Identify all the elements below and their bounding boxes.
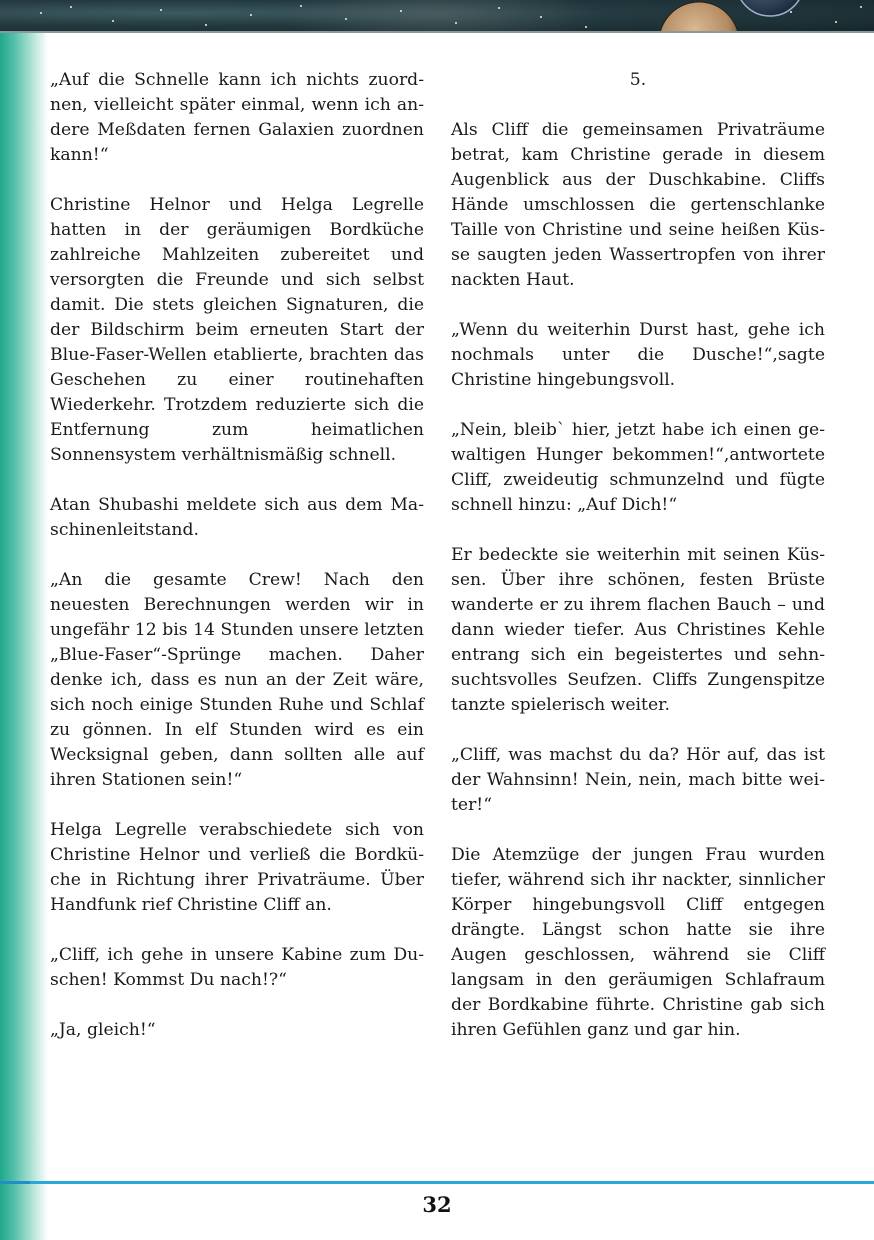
chapter-number: 5. xyxy=(629,70,647,90)
paragraph: Als Cliff die gemeinsamen Privaträume betrat, kam Christine gerade in diesem Augenblick aus der Duschkabine. Cliffs Hände umschlossen die gertenschlanke Taille von Christine und seine heißen Küsse saugten jeden Wassertropfen von ihrer nackten Haut. xyxy=(451,120,825,290)
space-header-banner xyxy=(0,0,874,32)
paragraph: „Cliff, was machst du da? Hör auf, das ist der Wahnsinn! Nein, nein, mach bitte weiter!“ xyxy=(451,745,825,815)
paragraph: „An die gesamte Crew! Nach den neuesten Berechnungen werden wir in ungefähr 12 bis 14 Stunden unsere letzten „Blue-Faser“-Sprünge machen. Daher denke ich, dass es nun an der Zeit wäre, sich noch einige Stunden Ruhe und Schlaf zu gönnen. In elf Stunden wird es ein Wecksignal geben, dann sollten alle auf ihren Stationen sein!“ xyxy=(50,570,424,790)
paragraph: „Cliff, ich gehe in unsere Kabine zum Duschen! Kommst Du nach!?“ xyxy=(50,945,424,990)
banner-edge xyxy=(0,31,874,33)
paragraph: Die Atemzüge der jungen Frau wurden tiefer, während sich ihr nackter, sinnlicher Körper hingebungsvoll Cliff entgegen drängte. Längst schon hatte sie ihre Augen geschlossen, während sie Cliff langsam in den geräumigen Schlafraum der Bordkabine führte. Christine gab sich ihren Gefühlen ganz und gar hin. xyxy=(451,845,825,1040)
paragraph: „Ja, gleich!“ xyxy=(50,1020,156,1040)
paragraph: Christine Helnor und Helga Legrelle hatten in der geräumigen Bordküche zahlreiche Mahlzeiten zubereitet und versorgten die Freunde und sich selbst damit. Die stets gleichen Signaturen, die der Bildschirm beim erneuten Start der Blue-Faser-Wellen etablierte, brachten das Geschehen zu einer routinehaften Wiederkehr. Trotzdem reduzierte sich die Entfernung zum heimatlichen Sonnensystem verhältnismäßig schnell. xyxy=(50,195,424,465)
paragraph: Atan Shubashi meldete sich aus dem Maschinenleitstand. xyxy=(50,495,424,540)
blue-planet-icon xyxy=(736,0,804,16)
side-gradient-strip xyxy=(0,33,48,1240)
paragraph: „Wenn du weiterhin Durst hast, gehe ich nochmals unter die Dusche!“,sagte Christine hingebungsvoll. xyxy=(451,320,825,390)
page-number: 32 xyxy=(422,1192,452,1217)
right-text-column xyxy=(451,68,825,1068)
paragraph: Helga Legrelle verabschiedete sich von Christine Helnor und verließ die Bordküche in Richtung ihrer Privaträume. Über Handfunk rief Christine Cliff an. xyxy=(50,820,424,915)
paragraph: „Nein, bleib` hier, jetzt habe ich einen gewaltigen Hunger bekommen!“,antwortete Cliff, zweideutig schmunzelnd und fügte schnell hinzu: „Auf Dich!“ xyxy=(451,420,825,515)
red-planet-icon xyxy=(659,2,739,32)
paragraph: „Auf die Schnelle kann ich nichts zuordnen, vielleicht später einmal, wenn ich andere Meßdaten fernen Galaxien zuordnen kann!“ xyxy=(50,70,424,165)
footer-rule xyxy=(0,1181,874,1184)
footer-rule-accent xyxy=(0,1181,30,1184)
planets-illustration xyxy=(0,0,874,32)
paragraph: Er bedeckte sie weiterhin mit seinen Küssen. Über ihre schönen, festen Brüste wanderte er zu ihrem flachen Bauch – und dann wieder tiefer. Aus Christines Kehle entrang sich ein begeistertes und sehnsuchtsvolles Seufzen. Cliffs Zungenspitze tanzte spielerisch weiter. xyxy=(451,545,825,715)
left-text-column xyxy=(50,68,424,1068)
